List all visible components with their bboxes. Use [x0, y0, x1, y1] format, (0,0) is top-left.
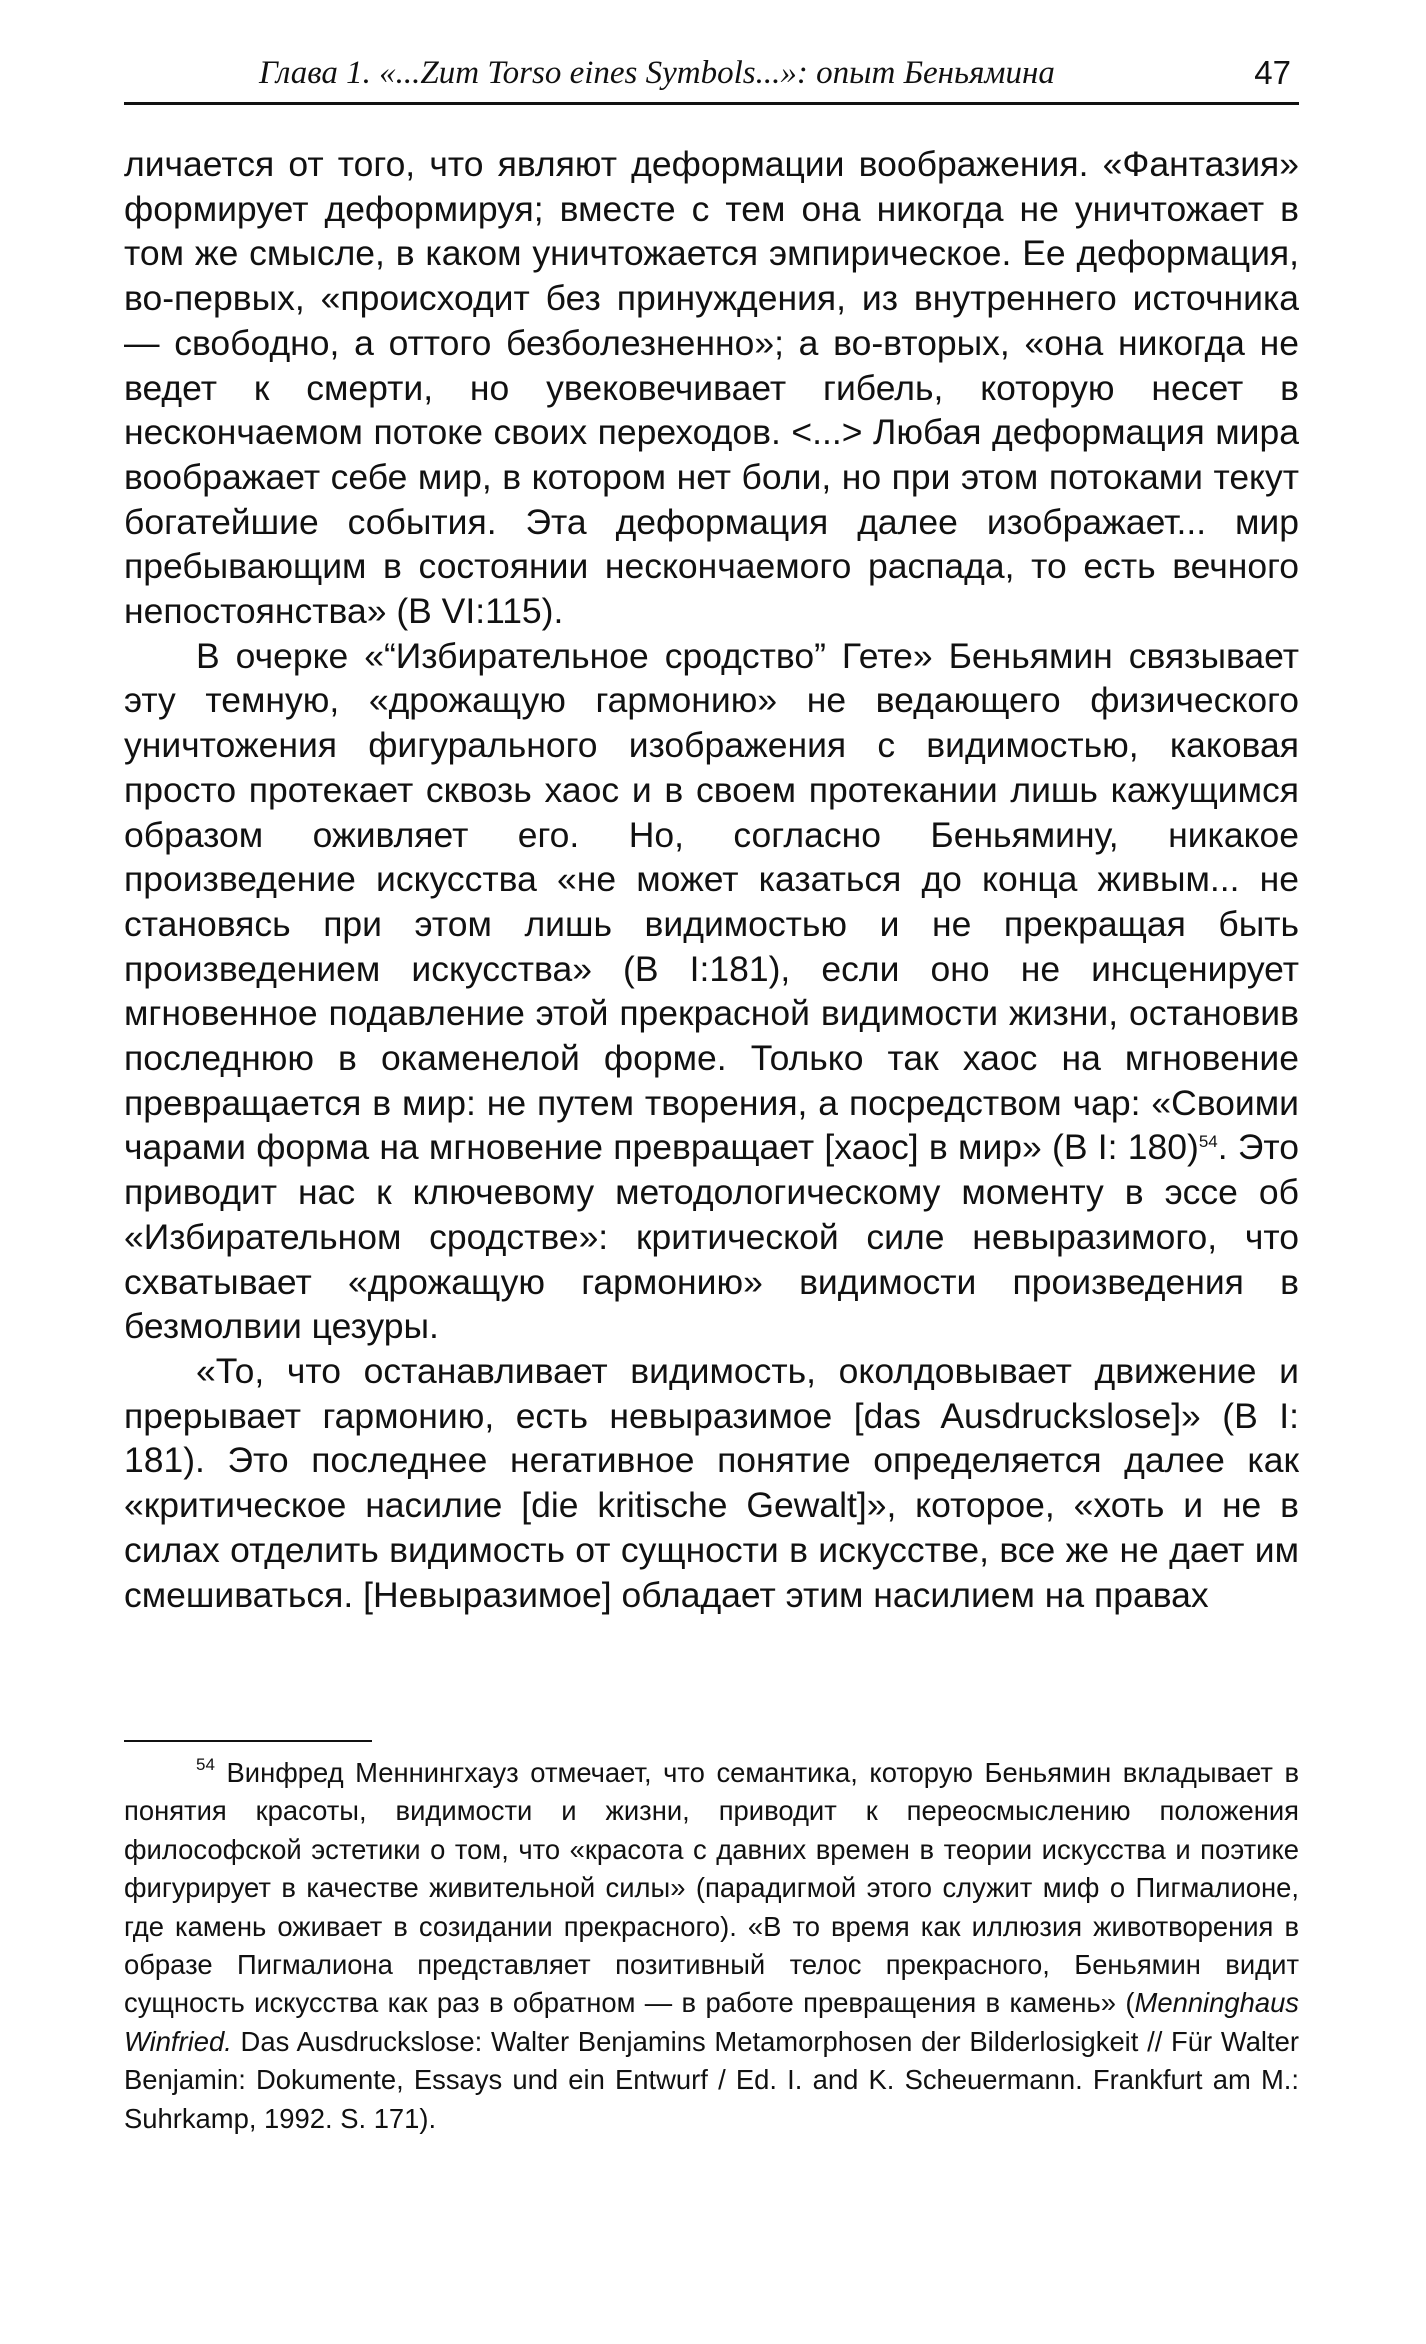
main-text: [124, 142, 1299, 1617]
paragraph-expressionless: «То, что останавливает видимость, околдовывает движение и прерывает гармонию, есть невыразимое [das Ausdruckslose]» (B I: 181). Это последнее негативное понятие определяется далее как «критическое насилие [die kritische Gewalt]», которое, «хоть и не в силах отделить видимость от сущности в искусстве, все же не дает им смешиваться. [Невыразимое] обладает этим насилием на правах: [124, 1350, 1299, 1615]
page-number: 47: [1254, 54, 1291, 91]
paragraph-elective-affinities: [124, 634, 1299, 1349]
footnote-text: Винфред Меннингхауз отмечает, что семантика, которую Беньямин вкладывает в понятия красоты, видимости и жизни, приводит к переосмыслению положения философской эстетики о том, что «красота с давних времен в теории искусства и поэтике фигурирует в качестве живительной силы» (парадигмой этого служит миф о Пигмалионе, где камень оживает в созидании прекрасного). «В то время как иллюзия животворения в образе Пигмалиона представляет позитивный телос прекрасного, Беньямин видит сущность искусства как раз в обратном — в работе превращения в камень» (: [124, 1757, 1299, 2019]
paragraph-text-part: В очерке «“Избирательное сродство” Гете» Беньямин связывает эту темную, «дрожащую гармонию» не ведающего физического уничтожения фигурального изображения с видимостью, каковая просто протекает сквозь хаос и в своем протекании лишь кажущимся образом оживляет его. Но, согласно Беньямину, никакое произведение искусства «не может казаться до конца живым... не становясь при этом лишь видимостью и не прекращая быть произведением искусства» (B I:181), если оно не инсценирует мгновенное подавление этой прекрасной видимости жизни, остановив последнюю в окаменелой форме. Только так хаос на мгновение превращается в мир: не путем творения, а посредством чар: «Своими чарами форма на мгновение превращает [хаос] в мир» (B I: 180): [124, 635, 1299, 1168]
footnote-citation: Das Ausdruckslose: Walter Benjamins Metamorphosen der Bilderlosigkeit // Für Walter Benjamin: Dokumente, Essays und ein Entwurf / Ed. I. and K. Scheuermann. Frankfurt am M.: Suhrkamp, 1992. S. 171).: [124, 2025, 1299, 2134]
footnote-reference: 54: [1198, 1132, 1218, 1152]
footnote-number: 54: [196, 1755, 215, 1774]
running-header: [124, 50, 1299, 105]
paragraph-text-part: . Это приводит нас к ключевому методологическому моменту в эссе об «Избирательном сродстве»: критической силе невыразимого, что схватывает «дрожащую гармонию» видимости произведения в безмолвии цезуры.: [124, 1127, 1299, 1347]
paragraph-continuation: личается от того, что являют деформации воображения. «Фантазия» формирует деформируя; вместе с тем она никогда не уничтожает в том же смысле, в каком уничтожается эмпирическое. Ее деформация, во-первых, «происходит без принуждения, из внутреннего источника — свободно, а оттого безболезненно»; а во-вторых, «она никогда не ведет к смерти, но увековечивает гибель, которую несет в нескончаемом потоке своих переходов. <...> Любая деформация мира воображает себе мир, в котором нет боли, но при этом потоками текут богатейшие события. Эта деформация далее изображает... мир пребывающим в состоянии нескончаемого распада, то есть вечного непостоянства» (B VI:115).: [124, 144, 1299, 632]
footnote-author: Menninghaus Winfried.: [124, 1987, 1299, 2057]
footnote-separator: [124, 1740, 372, 1742]
footnote-54: [124, 1754, 1299, 2138]
running-title: Глава 1. «...Zum Torso eines Symbols...»: опыт Беньямина: [259, 55, 1055, 91]
